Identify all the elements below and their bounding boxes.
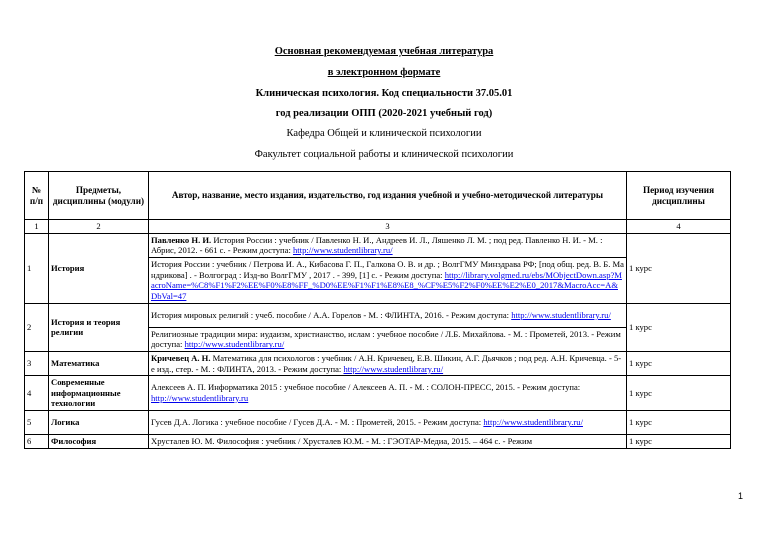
page-number: 1 — [738, 491, 744, 501]
library-link[interactable]: http://www.studentlibrary.ru/ — [184, 339, 285, 350]
row-number: 6 — [25, 434, 49, 448]
library-link[interactable]: http://www.studentlibrary.ru/ — [293, 245, 393, 256]
literature-text: Алексеев А. П. Информатика 2015 : учебное пособие / Алексеев А. П. - М. : СОЛОН-ПРЕСС, 2015. - Режим доступа: — [151, 382, 581, 393]
period-cell: 1 курс — [627, 376, 731, 411]
literature-cell — [149, 327, 627, 351]
period-cell: 1 курс — [627, 410, 731, 434]
table-row — [25, 351, 731, 375]
subject-cell: История — [49, 233, 149, 303]
literature-table — [24, 171, 731, 449]
index-cell: 1 — [25, 220, 49, 234]
period-cell: 1 курс — [627, 303, 731, 351]
row-number: 3 — [25, 351, 49, 375]
row-number: 1 — [25, 233, 49, 303]
row-number: 5 — [25, 410, 49, 434]
table-row — [25, 410, 731, 434]
header-period: Период изучения дисциплины — [627, 172, 731, 220]
index-row — [25, 220, 731, 234]
literature-text: История мировых религий : учеб. пособие / А.А. Горелов - М. : ФЛИНТА, 2016. - Режим доступа: — [151, 309, 512, 320]
literature-cell — [149, 233, 627, 257]
table-row — [25, 303, 731, 327]
period-cell: 1 курс — [627, 351, 731, 375]
index-cell: 2 — [49, 220, 149, 234]
author-name: Павленко Н. И. — [151, 234, 212, 245]
title-line-4: год реализации ОПП (2020-2021 учебный год) — [275, 108, 493, 119]
author-name: Кричевец А. Н. — [151, 352, 211, 363]
table-row — [25, 434, 731, 448]
title-line-1: Основная рекомендуемая учебная литература — [274, 46, 494, 57]
faculty-line: Факультет социальной работы и клинической психологии — [254, 149, 514, 160]
subject-cell: Философия — [49, 434, 149, 448]
literature-cell — [149, 257, 627, 303]
literature-cell — [149, 434, 627, 448]
literature-text: История России : учебник / Павленко Н. И., Андреев И. Л., Ляшенко Л. М. ; под ред. Павленко Н. И. - М. : Абрис, 2012. - 661 с. - Режим доступа: — [151, 234, 603, 256]
row-number: 4 — [25, 376, 49, 411]
literature-text: Гусев Д.А. Логика : учебное пособие / Гусев Д.А. - М. : Прометей, 2015. - Режим доступа: — [151, 417, 484, 428]
title-line-2: в электронном формате — [327, 67, 441, 78]
period-cell: 1 курс — [627, 434, 731, 448]
row-number: 2 — [25, 303, 49, 351]
subject-cell: История и теория религии — [49, 303, 149, 351]
literature-cell — [149, 303, 627, 327]
library-link[interactable]: http://www.studentlibrary.ru/ — [343, 363, 444, 374]
literature-cell — [149, 351, 627, 375]
index-cell: 3 — [149, 220, 627, 234]
literature-text: Математика для психологов : учебник / А.Н. Кричевец, Е.В. Шикин, А.Г. Дьячков ; под ред. А.Н. Кричевца. - 5-е изд., стер. - М. : ФЛИНТА, 2013. - Режим доступа: — [151, 352, 622, 374]
library-link[interactable]: http://library.volgmed.ru/ebs/MObjectDown.asp?MacroName=%C8%F1%F2%EE%F0%E8%FF_%D0%EE%F1%F1%E8%E8_%CF%E5%F2%F0%EE%E2%E0_2017&MacroAcc=A&DbVal=47 — [151, 269, 622, 301]
table-header-row — [25, 172, 731, 220]
header-literature: Автор, название, место издания, издательство, год издания учебной и учебно-методической литературы — [149, 172, 627, 220]
table-row — [25, 233, 731, 257]
subject-cell: Современные информационные технологии — [49, 376, 149, 411]
subject-cell: Логика — [49, 410, 149, 434]
period-cell: 1 курс — [627, 233, 731, 303]
index-cell: 4 — [627, 220, 731, 234]
title-line-3: Клиническая психология. Код специальности 37.05.01 — [255, 88, 513, 99]
literature-text: Религиозные традиции мира: иудаизм, христианство, ислам : учебное пособие / Л.Б. Михайлова. - М. : Прометей, 2013. - Режим доступа: — [151, 328, 621, 350]
literature-text: История России : учебник / Петрова И. А., Кибасова Г. П., Галкова О. В. и др. ; ВолгГМУ Минздрава РФ; [под общ. ред. В. Б. Мандрикова] . - Волгоград : Изд-во ВолгГМУ , 2017 . - 399, [1] с. - Режим доступа: — [151, 259, 624, 280]
literature-text: Хрусталев Ю. М. Философия : учебник / Хрусталев Ю.М. - М. : ГЭОТАР-Медиа, 2015. – 464 с. - Режим — [151, 435, 533, 446]
table-row — [25, 376, 731, 411]
literature-cell — [149, 410, 627, 434]
department-line: Кафедра Общей и клинической психологии — [286, 128, 482, 139]
literature-cell — [149, 376, 627, 411]
subject-cell: Математика — [49, 351, 149, 375]
library-link[interactable]: http://www.studentlibrary.ru — [151, 393, 249, 404]
library-link[interactable]: http://www.studentlibrary.ru/ — [483, 417, 583, 428]
library-link[interactable]: http://www.studentlibrary.ru/ — [511, 309, 611, 320]
header-num: № п/п — [25, 172, 49, 220]
header-subject: Предметы, дисциплины (модули) — [49, 172, 149, 220]
